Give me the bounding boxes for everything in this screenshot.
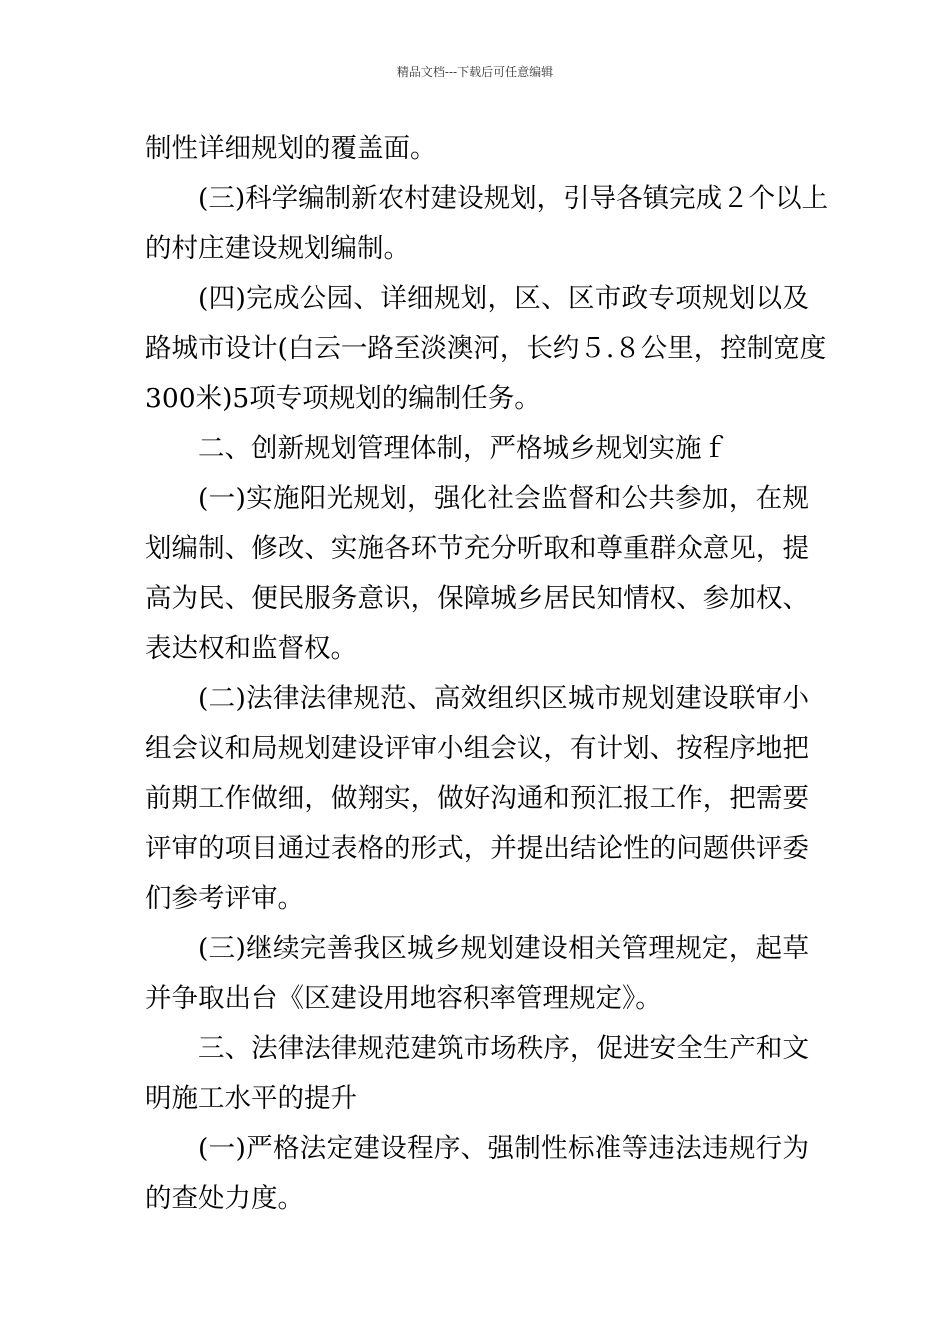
paragraph <box>145 924 809 1024</box>
paragraph <box>145 174 829 274</box>
paragraph-line: 的村庄建设规划编制。 <box>145 233 410 264</box>
paragraph-line: (四)完成公园、详细规划，区、区市政专项规划以及 <box>198 283 809 314</box>
page-header: 精品文档---下载后可任意编辑 <box>396 65 554 79</box>
paragraph-line: 前期工作做细，做翔实，做好沟通和预汇报工作，把需要 <box>145 783 809 814</box>
paragraph-line: 二、创新规划管理体制，严格城乡规划实施ｆ <box>198 433 728 464</box>
paragraph-line: (二)法律法律规范、高效组织区城市规划建设联审小 <box>198 683 809 714</box>
paragraph-line: (三)继续完善我区城乡规划建设相关管理规定，起草 <box>198 933 809 964</box>
paragraph-line: 评审的项目通过表格的形式，并提出结论性的问题供评委 <box>145 833 809 864</box>
paragraph-line: 制性详细规划的覆盖面。 <box>145 133 437 164</box>
paragraph-line: 路城市设计(白云一路至淡澳河，长约５.８公里，控制宽度 <box>145 333 827 364</box>
paragraph-line: (三)科学编制新农村建设规划，引导各镇完成２个以上 <box>198 183 829 214</box>
paragraph <box>145 1124 809 1224</box>
paragraph <box>145 674 809 924</box>
paragraph <box>145 424 809 474</box>
paragraph-line: 300米)5项专项规划的编制任务。 <box>145 383 541 414</box>
paragraph-line: 明施工水平的提升 <box>145 1083 357 1114</box>
paragraph-line: (一)实施阳光规划，强化社会监督和公共参加，在规 <box>198 483 809 514</box>
paragraph <box>145 274 827 424</box>
paragraph-line: 并争取出台《区建设用地容积率管理规定》。 <box>145 983 662 1014</box>
paragraph <box>145 474 809 674</box>
paragraph-line: 划编制、修改、实施各环节充分听取和尊重群众意见，提 <box>145 533 809 564</box>
paragraph-line: 们参考评审。 <box>145 883 304 914</box>
paragraph-line: 组会议和局规划建设评审小组会议，有计划、按程序地把 <box>145 733 809 764</box>
paragraph <box>145 124 809 174</box>
paragraph-line: 三、法律法律规范建筑市场秩序，促进安全生产和文 <box>198 1033 809 1064</box>
paragraph-line: 表达权和监督权。 <box>145 633 357 664</box>
document-body <box>145 124 829 1224</box>
paragraph-line: (一)严格法定建设程序、强制性标准等违法违规行为 <box>198 1133 809 1164</box>
paragraph <box>145 1024 809 1124</box>
paragraph-line: 的查处力度。 <box>145 1183 304 1214</box>
paragraph-line: 高为民、便民服务意识，保障城乡居民知情权、参加权、 <box>145 583 809 614</box>
